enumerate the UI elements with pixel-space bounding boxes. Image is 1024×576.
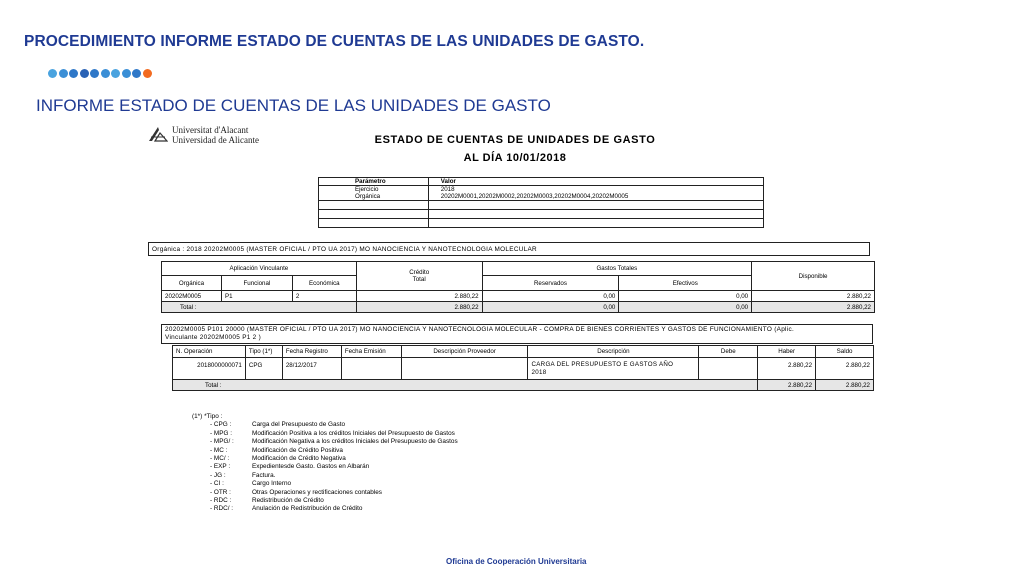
detail-total-label: Total :: [173, 380, 758, 391]
legend-text: Factura.: [252, 471, 276, 479]
op-saldo: 2.880,22: [816, 358, 874, 380]
legend-item: [192, 489, 458, 497]
op-tipo: CPG: [245, 358, 282, 380]
col-reservados: Reservados: [482, 276, 619, 291]
parameters-table: [318, 177, 764, 228]
op-haber: 2.880,22: [758, 358, 816, 380]
hdr-proveedor: Descripción Proveedor: [401, 346, 528, 358]
empty-cell: [428, 210, 763, 219]
op-fecha-registro: 28/12/2017: [282, 358, 341, 380]
legend-item: [192, 480, 458, 488]
empty-cell: [319, 201, 429, 210]
legend-item: [192, 430, 458, 438]
total-efectivos: 0,00: [619, 302, 752, 313]
row-organica: 20202M0005: [162, 291, 222, 302]
decorative-dot: [132, 69, 141, 78]
hdr-tipo: Tipo (1*): [245, 346, 282, 358]
legend-code: - EXP :: [210, 463, 231, 471]
credito-header: Crédito Total: [356, 262, 482, 291]
op-descripcion-line2: 2018: [531, 369, 547, 376]
disponible-header: Disponible: [752, 262, 875, 291]
decorative-dot: [111, 69, 120, 78]
empty-cell: [428, 201, 763, 210]
detail-total-saldo: 2.880,22: [816, 380, 874, 391]
decorative-dot: [69, 69, 78, 78]
decorative-dot: [90, 69, 99, 78]
logo-line-spanish: Universidad de Alicante: [172, 134, 259, 145]
organica-title: Orgánica : 2018 20202M0005 (MASTER OFICIAL / PTO UA 2017) MO NANOCIENCIA Y NANOTECNOLOGIA MOLECULAR: [148, 242, 870, 256]
legend-text: Carga del Presupuesto de Gasto: [252, 421, 346, 429]
gastos-header: Gastos Totales: [482, 262, 752, 276]
row-credito: 2.880,22: [356, 291, 482, 302]
row-economica: 2: [292, 291, 356, 302]
legend-code: - CI :: [210, 480, 224, 488]
legend-text: Expedientesde Gasto. Gastos en Albarán: [252, 463, 370, 471]
summary-table: [161, 261, 875, 313]
param-ejercicio: Ejercicio: [355, 186, 379, 193]
decorative-dot: [143, 69, 152, 78]
param-organica: Orgánica: [355, 193, 381, 200]
total-label: Total :: [162, 302, 357, 313]
slide-subtitle: INFORME ESTADO DE CUENTAS DE LAS UNIDADES DE GASTO: [36, 96, 551, 115]
value-ejercicio: 2018: [440, 186, 455, 193]
col-funcional: Funcional: [221, 276, 292, 291]
param-header: Parámetro: [319, 178, 429, 186]
hdr-saldo: Saldo: [816, 346, 874, 358]
legend-item: [192, 505, 458, 513]
legend-text: Cargo Interno: [252, 480, 292, 488]
param-names-cell: [319, 186, 429, 201]
legend-item: [192, 438, 458, 446]
legend-text: Modificación de Crédito Positiva: [252, 446, 343, 454]
col-organica: Orgánica: [162, 276, 222, 291]
legend-code: - CPG :: [210, 421, 232, 429]
legend-code: - JG :: [210, 471, 226, 479]
decorative-dots: [48, 69, 152, 78]
total-credito: 2.880,22: [356, 302, 482, 313]
decorative-dot: [59, 69, 68, 78]
decorative-dot: [80, 69, 89, 78]
legend-text: Otras Operaciones y rectificaciones contables: [252, 488, 383, 496]
legend-code: - MC :: [210, 446, 228, 454]
empty-cell: [319, 219, 429, 228]
empty-cell: [428, 219, 763, 228]
hdr-haber: Haber: [758, 346, 816, 358]
legend-code: - MPG/ :: [210, 438, 234, 446]
legend-item: [192, 497, 458, 505]
hdr-fecha-emision: Fecha Emisión: [341, 346, 401, 358]
decorative-dot: [122, 69, 131, 78]
hdr-debe: Debe: [699, 346, 758, 358]
aplicacion-header: Aplicación Vinculante: [162, 262, 357, 276]
legend-text: Redistribución de Crédito: [252, 497, 324, 505]
detail-title-line2: Vinculante 20202M0005 P1 2 ): [165, 334, 262, 341]
legend-item: [192, 421, 458, 429]
hdr-operacion: N. Operación: [173, 346, 246, 358]
legend-code: - MPG :: [210, 429, 233, 437]
legend-code: - MC/ :: [210, 455, 230, 463]
legend-text: Modificación de Crédito Negativa: [252, 455, 346, 463]
slide-title: PROCEDIMIENTO INFORME ESTADO DE CUENTAS DE LAS UNIDADES DE GASTO.: [24, 33, 645, 50]
university-emblem-icon: [148, 126, 168, 142]
footer-office: Oficina de Cooperación Universitaria: [446, 557, 587, 566]
col-efectivos: Efectivos: [619, 276, 752, 291]
empty-cell: [319, 210, 429, 219]
legend-code: - OTR :: [210, 488, 231, 496]
row-reservados: 0,00: [482, 291, 619, 302]
op-proveedor: [401, 358, 528, 380]
report-title: ESTADO DE CUENTAS DE UNIDADES DE GASTO: [374, 134, 656, 146]
op-fecha-emision: [341, 358, 401, 380]
legend-item: [192, 463, 458, 471]
detail-total-haber: 2.880,22: [758, 380, 816, 391]
hdr-descripcion: Descripción: [528, 346, 699, 358]
param-values-cell: [428, 186, 763, 201]
decorative-dot: [101, 69, 110, 78]
row-efectivos: 0,00: [619, 291, 752, 302]
legend-code: - RDC :: [210, 497, 232, 505]
op-descripcion: [528, 358, 699, 380]
value-organica: 20202M0001,20202M0002,20202M0003,20202M0004,20202M0005: [440, 193, 629, 200]
legend-item: [192, 472, 458, 480]
logo-line-valencian: Universitat d'Alacant: [172, 125, 249, 135]
detail-title: [161, 324, 873, 344]
tipo-legend: [192, 413, 458, 514]
legend-item: [192, 447, 458, 455]
op-debe: [699, 358, 758, 380]
detail-table: [172, 345, 874, 391]
legend-title: (1*) *Tipo :: [192, 413, 223, 420]
legend-text: Anulación de Redistribución de Crédito: [252, 505, 363, 513]
decorative-dot: [48, 69, 57, 78]
legend-code: - RDC/ :: [210, 505, 234, 513]
row-disponible: 2.880,22: [752, 291, 875, 302]
legend-item: [192, 455, 458, 463]
legend-text: Modificación Negativa a los créditos Iniciales del Presupuesto de Gastos: [252, 438, 458, 446]
university-logo: [148, 126, 259, 145]
hdr-fecha-registro: Fecha Registro: [282, 346, 341, 358]
row-funcional: P1: [221, 291, 292, 302]
detail-title-line1: 20202M0005 P101 20000 (MASTER OFICIAL / PTO UA 2017) MO NANOCIENCIA Y NANOTECNOLOGIA MOLECULAR - COMPRA DE BIENES CORRIENTES Y GASTOS DE FUNCIONAMIENTO (Aplic.: [165, 326, 795, 333]
op-descripcion-line1: CARGA DEL PRESUPUESTO E GASTOS AÑO: [531, 361, 674, 368]
op-number: 2018000000071: [173, 358, 246, 380]
value-header: Valor: [428, 178, 763, 186]
total-disponible: 2.880,22: [752, 302, 875, 313]
col-economica: Económica: [292, 276, 356, 291]
total-reservados: 0,00: [482, 302, 619, 313]
report-date: AL DÍA 10/01/2018: [463, 152, 567, 164]
legend-text: Modificación Positiva a los créditos Iniciales del Presupuesto de Gastos: [252, 429, 455, 437]
